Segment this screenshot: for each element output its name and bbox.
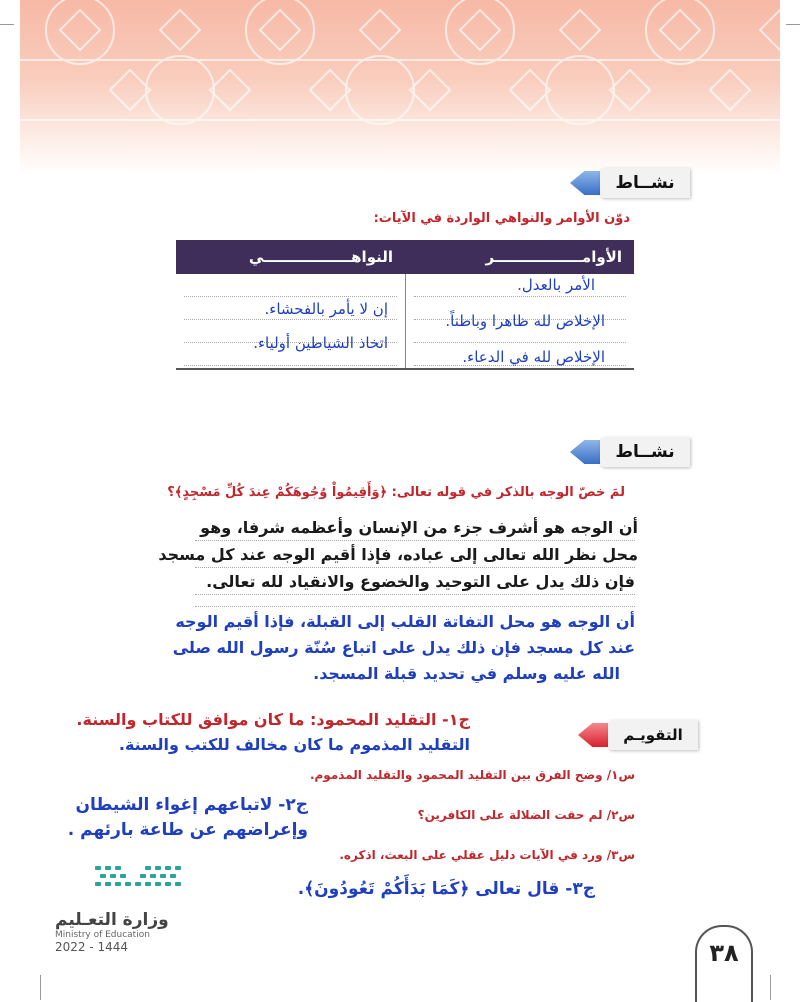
activity1-title: نشــاط xyxy=(600,168,690,198)
commands-header: الأوامـــــــــــــــــر xyxy=(405,240,634,274)
activity1-tag xyxy=(570,168,690,198)
handwritten-line-1: أن الوجه هو محل التفاتة القلب إلى القبلة، فإذا أقيم الوجه xyxy=(175,612,635,631)
ministry-name-ar: وزارة التعـليم xyxy=(55,910,169,930)
answer3: ج٣- قال تعالى ﴿كَمَا بَدَأَكُمْ تَعُودُونَ﴾. xyxy=(297,879,595,899)
dotted-line xyxy=(195,567,635,568)
answer-line-2: محل نظر الله تعالى إلى عباده، فإذا أقيم الوجه عند كل مسجد xyxy=(158,545,638,564)
command-2: الإخلاص لله ظاهرا وباطناً. xyxy=(445,312,605,330)
crop-mark xyxy=(786,24,800,25)
ministry-logo xyxy=(55,860,195,954)
activity2-question: لمَ خصّ الوجه بالذكر في قوله تعالى: ﴿وَأَقِيمُواْ وُجُوهَكُمْ عِندَ كُلِّ مَسْجِدٍ﴾؟ xyxy=(167,485,625,500)
evaluation-title: التقويـم xyxy=(608,720,698,750)
header-pattern xyxy=(20,0,780,175)
ministry-emblem-icon xyxy=(55,860,195,910)
ministry-name-en: Ministry of Education xyxy=(55,930,150,940)
activity1-instruction: دوّن الأوامر والنواهي الواردة في الآيات: xyxy=(373,211,630,226)
answer1-line-2: التقليد المذموم ما كان مخالف للكتب والسنة. xyxy=(118,735,470,754)
prohibition-1: إن لا يأمر بالفحشاء. xyxy=(264,300,388,318)
table-header-row xyxy=(176,240,634,274)
page-number: ٣٨ xyxy=(695,925,753,1002)
question-2: س٢/ لم حقت الضلالة على الكافرين؟ xyxy=(417,808,635,822)
geometric-pattern-icon xyxy=(20,0,780,175)
handwritten-line-2: عند كل مسجد فإن ذلك يدل على اتباع سُنّة رسول الله صلى xyxy=(172,638,635,657)
answer2-line-2: وإعراضهم عن طاعة بارئهم . xyxy=(67,820,308,840)
dotted-line xyxy=(195,606,635,607)
edition-years: 2022 - 1444 xyxy=(55,940,129,954)
activity2-title: نشــاط xyxy=(600,437,690,467)
crop-mark xyxy=(40,975,41,1000)
prohibitions-header: النواهـــــــــــــــــي xyxy=(176,240,405,274)
answer2-line-1: ج٢- لاتباعهم إغواء الشيطان xyxy=(75,795,308,815)
command-1: الأمر بالعدل. xyxy=(517,276,595,294)
dotted-line xyxy=(195,540,635,541)
crop-mark xyxy=(0,24,14,25)
prohibitions-cell xyxy=(176,274,405,369)
dotted-line xyxy=(195,594,635,595)
answer1-line-1 xyxy=(76,710,470,729)
question-1: س١/ وضح الفرق بين التقليد المحمود والتقليد المذموم. xyxy=(309,768,635,782)
handwritten-line-3: الله عليه وسلم في تحديد قبلة المسجد. xyxy=(313,664,620,683)
evaluation-tag xyxy=(578,720,698,750)
crop-mark xyxy=(770,975,771,1000)
answer-line-3: فإن ذلك يدل على التوحيد والخضوع والانقياد لله تعالى. xyxy=(206,572,635,591)
prohibition-2: اتخاذ الشياطين أولياء. xyxy=(253,334,388,352)
command-3: الإخلاص لله في الدعاء. xyxy=(462,348,605,366)
activity2-tag xyxy=(570,437,690,467)
answer-line-1: أن الوجه هو أشرف جزء من الإنسان وأعظمه شرفا، وهو xyxy=(200,518,638,537)
question-3: س٣/ ورد في الآيات دليل عقلي على البعث، اذكره. xyxy=(339,848,635,862)
answer1-text: ج١- التقليد المحمود: ما كان موافق للكتاب والسنة. xyxy=(76,710,470,729)
